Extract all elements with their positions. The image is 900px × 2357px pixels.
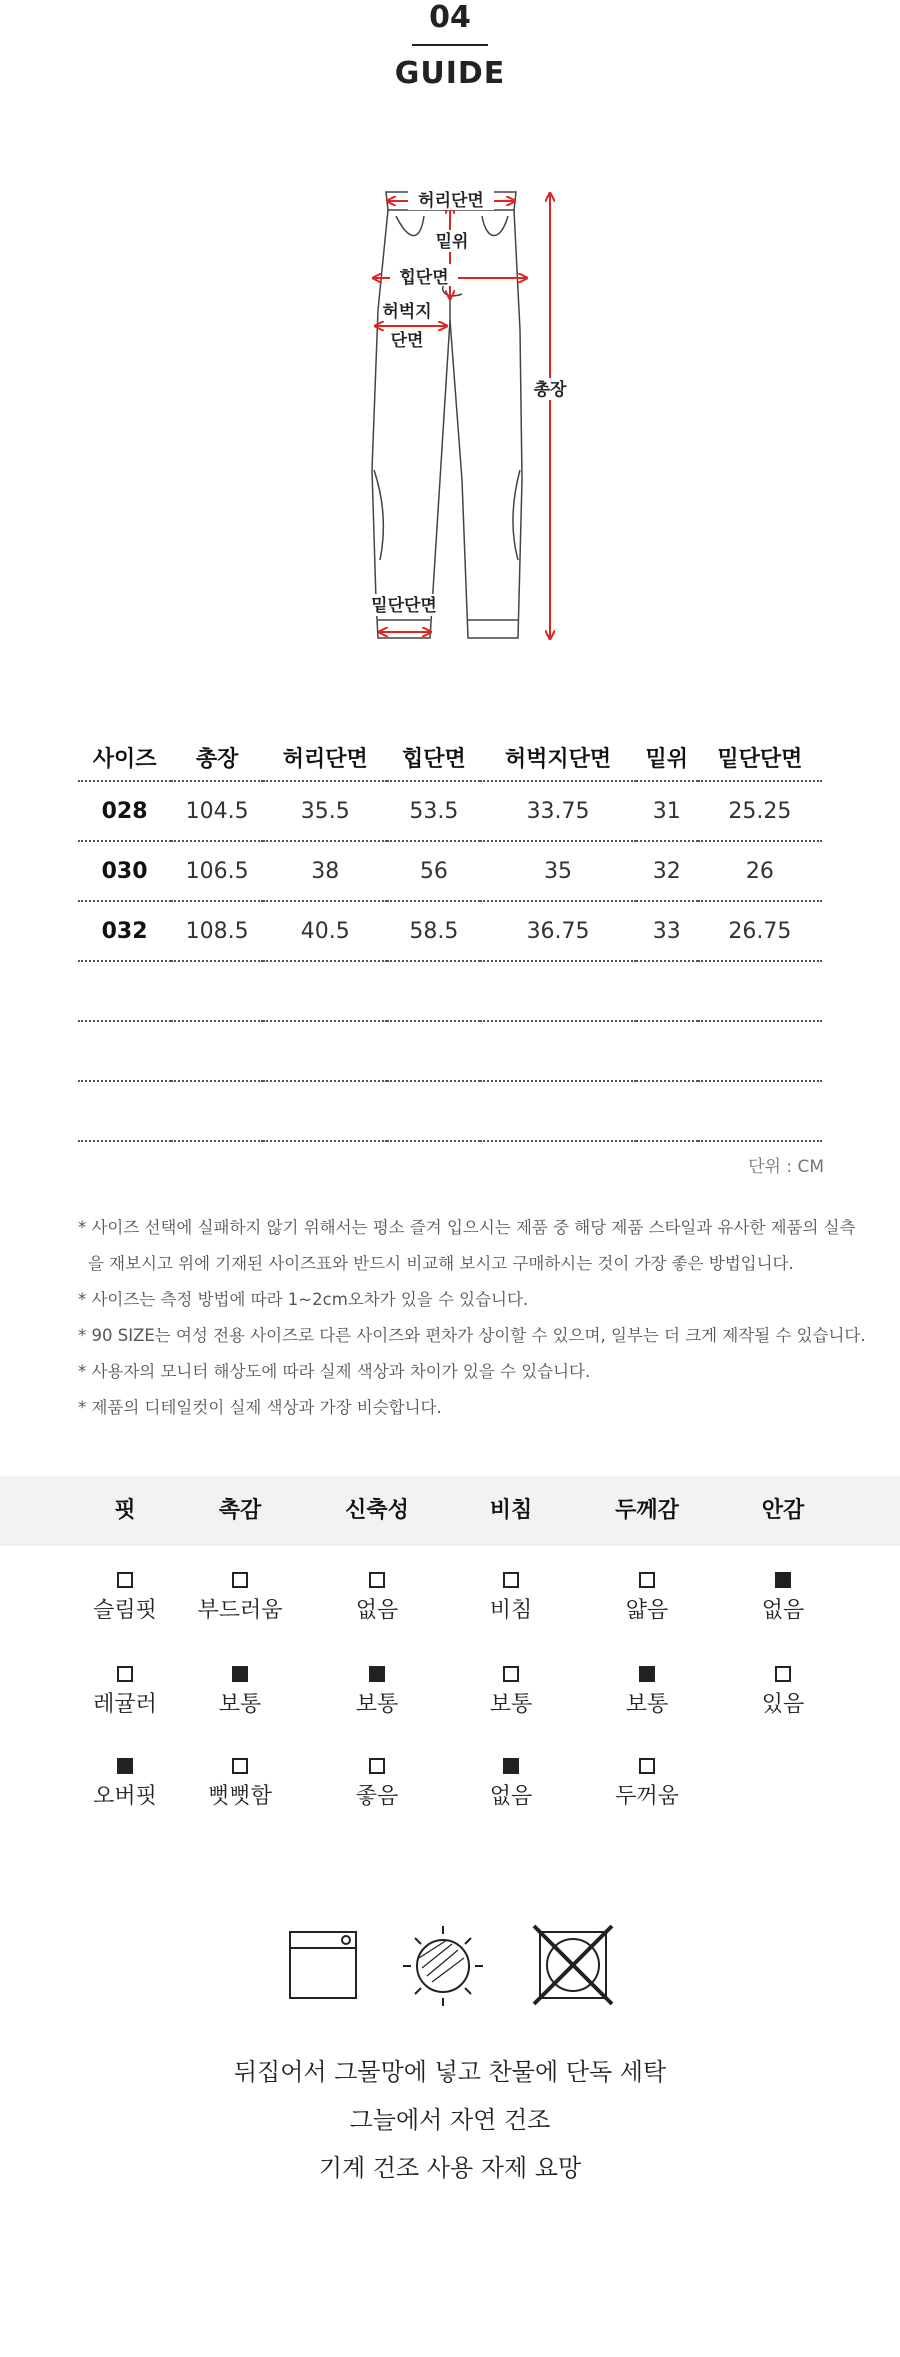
attr-option-label: 없음 xyxy=(489,1784,533,1809)
table-cell: 104.5 xyxy=(171,781,263,841)
attr-option-label: 보통 xyxy=(218,1692,262,1717)
waist-label: 허리단면 xyxy=(418,191,484,211)
table-cell: 40.5 xyxy=(263,901,387,961)
shade-dry-icon xyxy=(403,1926,483,2006)
attr-header-touch: 촉감 xyxy=(218,1498,262,1523)
pants-diagram xyxy=(350,180,590,650)
col-header: 허벅지단면 xyxy=(480,734,635,781)
table-cell: 33.75 xyxy=(480,781,635,841)
attr-option xyxy=(175,1666,305,1720)
unchecked-box-icon xyxy=(232,1758,248,1774)
attr-option-label: 좋음 xyxy=(355,1784,399,1809)
checked-box-icon xyxy=(232,1666,248,1682)
checked-box-icon xyxy=(775,1572,791,1588)
attr-option-label: 보통 xyxy=(355,1692,399,1717)
empty-table-row xyxy=(78,961,822,1021)
length-label: 총장 xyxy=(533,380,567,400)
attr-option-label: 뻣뻣함 xyxy=(208,1784,272,1809)
attr-option-label: 레귤러 xyxy=(93,1692,157,1717)
attr-option xyxy=(718,1666,848,1720)
hip-label: 힙단면 xyxy=(399,268,449,288)
table-cell: 36.75 xyxy=(480,901,635,961)
table-cell: 31 xyxy=(636,781,698,841)
unchecked-box-icon xyxy=(117,1572,133,1588)
col-header: 총장 xyxy=(171,734,263,781)
thigh-label-line2: 단면 xyxy=(390,331,424,351)
unchecked-box-icon xyxy=(369,1572,385,1588)
hem-label: 밑단단면 xyxy=(371,596,437,616)
note-line: * 90 SIZE는 여성 전용 사이즈로 다른 사이즈와 편차가 상이할 수 있으며, 일부는 더 크게 제작될 수 있습니다. xyxy=(78,1326,866,1345)
attr-option xyxy=(312,1572,442,1626)
table-row xyxy=(78,841,822,901)
attr-option xyxy=(60,1572,190,1626)
no-tumble-dry-icon xyxy=(534,1926,612,2004)
checked-box-icon xyxy=(503,1758,519,1774)
attr-header-thickness: 두께감 xyxy=(615,1498,679,1523)
attr-option-label: 보통 xyxy=(625,1692,669,1717)
size-cell: 028 xyxy=(78,781,171,841)
attr-option-label: 없음 xyxy=(355,1598,399,1623)
unchecked-box-icon xyxy=(503,1572,519,1588)
unit-note: 단위 : CM xyxy=(748,1157,824,1177)
attr-option-label: 비침 xyxy=(489,1598,533,1623)
attr-option xyxy=(175,1758,305,1812)
attr-option xyxy=(446,1572,576,1626)
table-cell: 53.5 xyxy=(387,781,480,841)
col-header: 힙단면 xyxy=(387,734,480,781)
note-line: * 제품의 디테일컷이 실제 색상과 가장 비슷합니다. xyxy=(78,1398,442,1417)
unchecked-box-icon xyxy=(232,1572,248,1588)
section-divider xyxy=(412,44,488,46)
empty-table-row xyxy=(78,1081,822,1141)
washing-net-icon xyxy=(290,1932,356,1998)
attr-option xyxy=(718,1572,848,1626)
note-line: 을 재보시고 위에 기재된 사이즈표와 반드시 비교해 보시고 구매하시는 것이 가장 좋은 방법입니다. xyxy=(88,1254,794,1273)
table-cell: 35 xyxy=(480,841,635,901)
size-notes xyxy=(78,1210,878,1426)
unchecked-box-icon xyxy=(117,1666,133,1682)
care-text-wash: 뒤집어서 그물망에 넣고 찬물에 단독 세탁 xyxy=(233,2058,667,2086)
unchecked-box-icon xyxy=(369,1758,385,1774)
attribute-header xyxy=(0,1476,900,1546)
table-cell: 25.25 xyxy=(698,781,822,841)
attr-option xyxy=(446,1666,576,1720)
attr-option-label: 부드러움 xyxy=(197,1598,283,1623)
size-cell: 030 xyxy=(78,841,171,901)
unchecked-box-icon xyxy=(639,1758,655,1774)
attr-option-label: 보통 xyxy=(489,1692,533,1717)
checked-box-icon xyxy=(369,1666,385,1682)
care-icons xyxy=(282,1920,618,2010)
table-cell: 35.5 xyxy=(263,781,387,841)
note-line: * 사용자의 모니터 해상도에 따라 실제 색상과 차이가 있을 수 있습니다. xyxy=(78,1362,591,1381)
attr-option-label: 두꺼움 xyxy=(615,1784,679,1809)
unchecked-box-icon xyxy=(775,1666,791,1682)
pants-outline xyxy=(372,192,522,638)
col-header: 허리단면 xyxy=(263,734,387,781)
col-header: 밑단단면 xyxy=(698,734,822,781)
attr-option xyxy=(446,1758,576,1812)
table-cell: 56 xyxy=(387,841,480,901)
attr-option xyxy=(582,1572,712,1626)
attr-option xyxy=(175,1572,305,1626)
section-title: GUIDE xyxy=(394,56,506,91)
attr-option-label: 오버핏 xyxy=(93,1784,157,1809)
thigh-label-line1: 허벅지 xyxy=(382,302,432,322)
attr-header-fit: 핏 xyxy=(114,1498,136,1523)
table-cell: 26 xyxy=(698,841,822,901)
attr-option xyxy=(582,1758,712,1812)
table-row xyxy=(78,901,822,961)
col-header: 사이즈 xyxy=(78,734,171,781)
attr-option-label: 있음 xyxy=(761,1692,805,1717)
table-cell: 26.75 xyxy=(698,901,822,961)
attr-header-sheer: 비침 xyxy=(489,1498,533,1523)
checked-box-icon xyxy=(639,1666,655,1682)
note-line: * 사이즈는 측정 방법에 따라 1~2cm오차가 있을 수 있습니다. xyxy=(78,1290,529,1309)
table-cell: 108.5 xyxy=(171,901,263,961)
note-line: * 사이즈 선택에 실패하지 않기 위해서는 평소 즐겨 입으시는 제품 중 해당 제품 스타일과 유사한 제품의 실측 xyxy=(78,1218,856,1237)
attr-option xyxy=(582,1666,712,1720)
section-number: 04 xyxy=(429,0,471,35)
table-cell: 32 xyxy=(636,841,698,901)
care-text-machine: 기계 건조 사용 자제 요망 xyxy=(318,2154,582,2182)
table-cell: 58.5 xyxy=(387,901,480,961)
attr-option-label: 슬림핏 xyxy=(93,1598,157,1623)
attr-header-lining: 안감 xyxy=(761,1498,805,1523)
table-cell: 38 xyxy=(263,841,387,901)
attr-option-label: 없음 xyxy=(761,1598,805,1623)
attr-header-stretch: 신축성 xyxy=(345,1498,409,1523)
attr-option xyxy=(60,1758,190,1812)
unchecked-box-icon xyxy=(639,1572,655,1588)
checked-box-icon xyxy=(117,1758,133,1774)
attr-option xyxy=(312,1758,442,1812)
empty-table-row xyxy=(78,1021,822,1081)
attr-option xyxy=(60,1666,190,1720)
size-table-header-row xyxy=(78,734,822,781)
rise-label: 밑위 xyxy=(435,232,469,252)
table-cell: 33 xyxy=(636,901,698,961)
table-row xyxy=(78,781,822,841)
table-cell: 106.5 xyxy=(171,841,263,901)
col-header: 밑위 xyxy=(636,734,698,781)
size-table xyxy=(78,734,822,1142)
unchecked-box-icon xyxy=(503,1666,519,1682)
care-text-dry: 그늘에서 자연 건조 xyxy=(349,2106,551,2134)
attr-option xyxy=(312,1666,442,1720)
attr-option-label: 얇음 xyxy=(625,1598,669,1623)
size-cell: 032 xyxy=(78,901,171,961)
